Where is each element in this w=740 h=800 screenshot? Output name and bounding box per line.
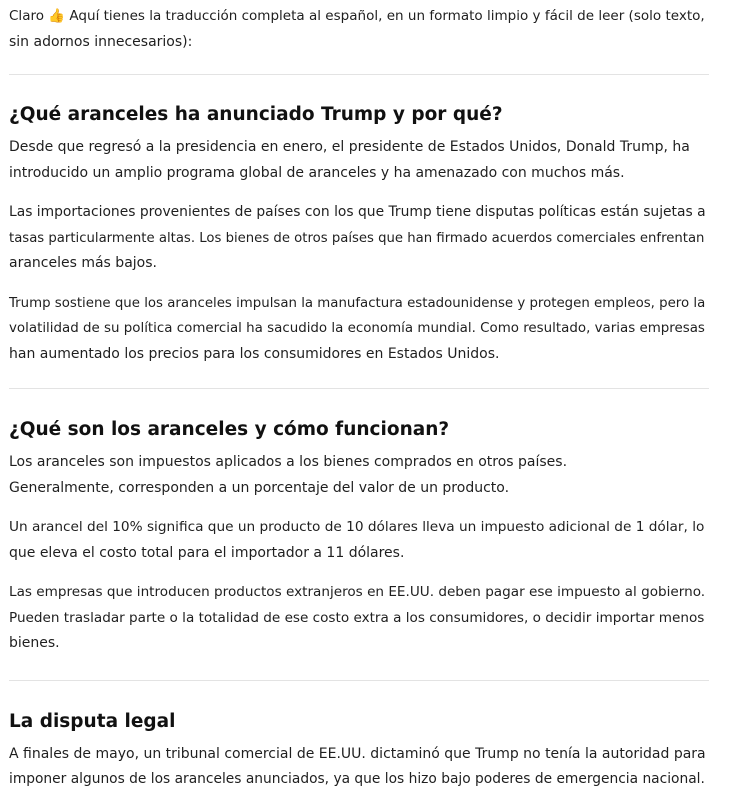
intro-line: Claro 👍 Aquí tienes la traducción completa al español, en un formato limpio y fácil de leer (solo texto, <box>9 8 705 24</box>
paragraph-line: aranceles más bajos. <box>9 255 157 271</box>
paragraph-line: que eleva el costo total para el importador a 11 dólares. <box>9 544 405 561</box>
section-divider <box>9 74 709 75</box>
paragraph-line: Trump sostiene que los aranceles impulsan la manufactura estadounidense y protegen empleos, pero la <box>9 295 706 311</box>
paragraph <box>9 291 709 368</box>
paragraph-line: Pueden trasladar parte o la totalidad de ese costo extra a los consumidores, o decidir importar menos <box>9 609 705 626</box>
paragraph-line: Generalmente, corresponden a un porcentaje del valor de un producto. <box>9 479 510 496</box>
paragraph-line: han aumentado los precios para los consumidores en Estados Unidos. <box>9 345 500 362</box>
intro-paragraph <box>9 4 709 55</box>
paragraph-line: Las importaciones provenientes de países con los que Trump tiene disputas políticas están sujetas a <box>9 204 706 220</box>
chat-response <box>9 0 709 793</box>
paragraph-line: volatilidad de su política comercial ha sacudido la economía mundial. Como resultado, varias empresas <box>9 321 705 336</box>
section-heading-tariffs-announced: ¿Qué aranceles ha anunciado Trump y por qué? <box>9 104 503 125</box>
paragraph <box>9 135 709 186</box>
paragraph-line: introducido un amplio programa global de aranceles y ha amenazado con muchos más. <box>9 164 625 181</box>
paragraph <box>9 742 709 793</box>
section-divider <box>9 388 709 389</box>
paragraph-line: Un arancel del 10% significa que un producto de 10 dólares lleva un impuesto adicional de 1 dólar, lo <box>9 519 705 535</box>
paragraph <box>9 450 709 501</box>
paragraph <box>9 515 709 566</box>
intro-line: sin adornos innecesarios): <box>9 33 193 50</box>
paragraph-line: Los aranceles son impuestos aplicados a los bienes comprados en otros países. <box>9 454 568 470</box>
section-divider <box>9 680 709 681</box>
paragraph-line: A finales de mayo, un tribunal comercial de EE.UU. dictaminó que Trump no tenía la autoridad para <box>9 745 706 762</box>
paragraph <box>9 580 709 657</box>
paragraph-line: Desde que regresó a la presidencia en enero, el presidente de Estados Unidos, Donald Trump, ha <box>9 139 690 155</box>
paragraph <box>9 200 709 277</box>
paragraph-line: imponer algunos de los aranceles anunciados, ya que los hizo bajo poderes de emergencia nacional. <box>9 771 705 787</box>
section-heading-legal-dispute: La disputa legal <box>9 710 176 732</box>
paragraph-line: Las empresas que introducen productos extranjeros en EE.UU. deben pagar ese impuesto al gobierno. <box>9 584 706 600</box>
section-heading-what-are-tariffs: ¿Qué son los aranceles y cómo funcionan? <box>9 419 450 440</box>
paragraph-line: bienes. <box>9 635 60 651</box>
paragraph-line: tasas particularmente altas. Los bienes de otros países que han firmado acuerdos comerciales enfrentan <box>9 230 705 246</box>
